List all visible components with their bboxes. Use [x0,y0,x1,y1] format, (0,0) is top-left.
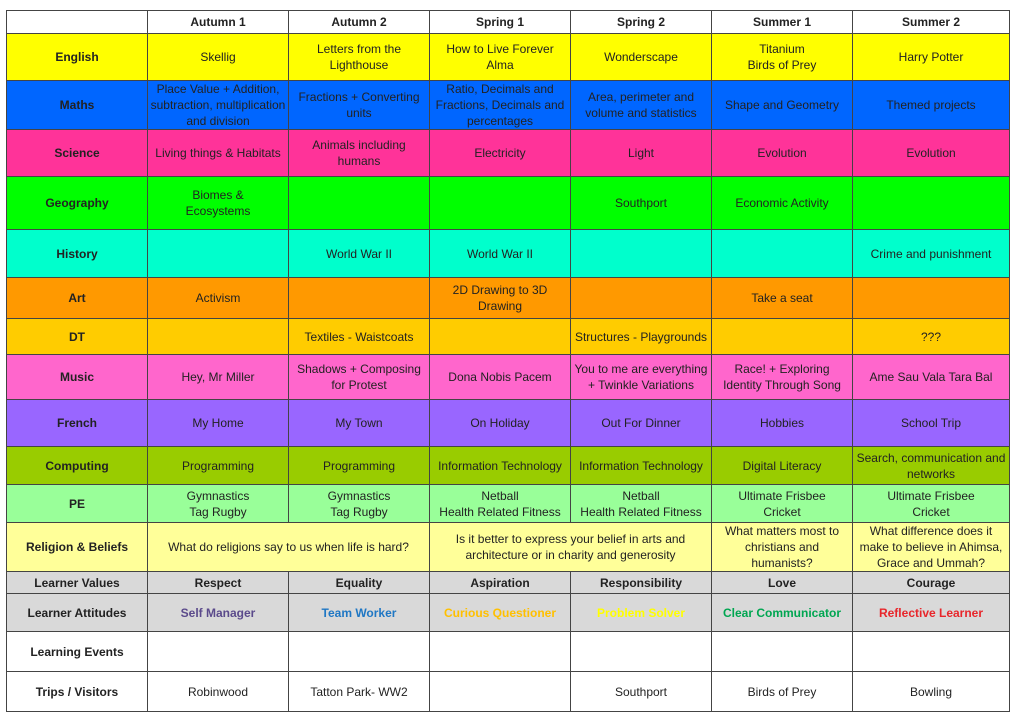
topic-cell: Wonderscape [571,34,712,81]
subject-row-french [7,400,1010,447]
subject-row-history [7,230,1010,278]
term-header: Spring 2 [571,11,712,34]
term-header: Autumn 1 [148,11,289,34]
value-cell: Respect [148,572,289,594]
subject-label: Geography [7,177,148,230]
trips-visitors-row [7,672,1010,712]
subject-row-art [7,278,1010,319]
topic-cell: Out For Dinner [571,400,712,447]
subject-row-music [7,355,1010,400]
value-cell: Courage [853,572,1010,594]
topic-cell [430,177,571,230]
term-header: Summer 1 [712,11,853,34]
topic-cell [571,278,712,319]
topic-cell: Animals including humans [289,130,430,177]
topic-cell: What difference does it make to believe in Ahimsa, Grace and Ummah? [853,523,1010,572]
term-header: Summer 2 [853,11,1010,34]
topic-cell [430,319,571,355]
topic-cell: Shape and Geometry [712,81,853,130]
topic-cell: Themed projects [853,81,1010,130]
attitude-cell: Curious Questioner [430,594,571,632]
value-cell: Love [712,572,853,594]
subject-label: Religion & Beliefs [7,523,148,572]
topic-cell [571,230,712,278]
header-row [7,11,1010,34]
topic-cell-merged: Is it better to express your belief in arts and architecture or in charity and generosity [430,523,712,572]
subject-row-pe [7,485,1010,523]
topic-cell: Evolution [853,130,1010,177]
topic-cell: Ultimate Frisbee Cricket [853,485,1010,523]
topic-cell: Digital Literacy [712,447,853,485]
topic-cell: Titanium Birds of Prey [712,34,853,81]
topic-cell: Light [571,130,712,177]
topic-cell: What matters most to christians and humanists? [712,523,853,572]
topic-cell [853,278,1010,319]
topic-cell: School Trip [853,400,1010,447]
topic-cell: Structures - Playgrounds [571,319,712,355]
topic-cell [148,319,289,355]
topic-cell: Electricity [430,130,571,177]
topic-cell: Netball Health Related Fitness [571,485,712,523]
topic-cell: Ratio, Decimals and Fractions, Decimals and percentages [430,81,571,130]
topic-cell: Economic Activity [712,177,853,230]
topic-cell: Area, perimeter and volume and statistics [571,81,712,130]
subject-label: History [7,230,148,278]
topic-cell: Ultimate Frisbee Cricket [712,485,853,523]
value-cell: Equality [289,572,430,594]
topic-cell [853,177,1010,230]
topic-cell: Harry Potter [853,34,1010,81]
trip-cell [430,672,571,712]
value-cell: Responsibility [571,572,712,594]
event-cell [289,632,430,672]
topic-cell: Information Technology [571,447,712,485]
topic-cell [712,319,853,355]
trip-cell: Bowling [853,672,1010,712]
subject-label: DT [7,319,148,355]
topic-cell: World War II [430,230,571,278]
learning-events-row [7,632,1010,672]
topic-cell: Information Technology [430,447,571,485]
topic-cell: Place Value + Addition, subtraction, multiplication and division [148,81,289,130]
topic-cell: Race! + Exploring Identity Through Song [712,355,853,400]
subject-row-maths [7,81,1010,130]
topic-cell [289,278,430,319]
trip-cell: Birds of Prey [712,672,853,712]
trip-cell: Tatton Park- WW2 [289,672,430,712]
topic-cell: Ame Sau Vala Tara Bal [853,355,1010,400]
subject-label: French [7,400,148,447]
topic-cell: Shadows + Composing for Protest [289,355,430,400]
topic-cell: My Home [148,400,289,447]
corner-cell [7,11,148,34]
topic-cell: Netball Health Related Fitness [430,485,571,523]
topic-cell: Gymnastics Tag Rugby [148,485,289,523]
subject-label: Science [7,130,148,177]
subject-label: English [7,34,148,81]
attitude-cell: Self Manager [148,594,289,632]
event-cell [430,632,571,672]
topic-cell: 2D Drawing to 3D Drawing [430,278,571,319]
topic-cell: Dona Nobis Pacem [430,355,571,400]
topic-cell: ??? [853,319,1010,355]
curriculum-table [6,10,1010,712]
topic-cell: Textiles - Waistcoats [289,319,430,355]
subject-label: Maths [7,81,148,130]
trip-cell: Southport [571,672,712,712]
term-header: Spring 1 [430,11,571,34]
topic-cell [148,230,289,278]
topic-cell: On Holiday [430,400,571,447]
subject-row-geography [7,177,1010,230]
topic-cell: Search, communication and networks [853,447,1010,485]
learner-attitudes-row [7,594,1010,632]
topic-cell: Living things & Habitats [148,130,289,177]
subject-row-english [7,34,1010,81]
term-header: Autumn 2 [289,11,430,34]
topic-cell: World War II [289,230,430,278]
topic-cell: Skellig [148,34,289,81]
learner-values-row [7,572,1010,594]
topic-cell: How to Live Forever Alma [430,34,571,81]
attitude-cell: Problem Solver [571,594,712,632]
event-cell [712,632,853,672]
subject-row-dt [7,319,1010,355]
topic-cell: Gymnastics Tag Rugby [289,485,430,523]
subject-label: Art [7,278,148,319]
topic-cell: Fractions + Converting units [289,81,430,130]
subject-row-science [7,130,1010,177]
topic-cell: My Town [289,400,430,447]
subject-row-computing [7,447,1010,485]
topic-cell: Programming [148,447,289,485]
event-cell [571,632,712,672]
topic-cell-merged: What do religions say to us when life is hard? [148,523,430,572]
row-label: Trips / Visitors [7,672,148,712]
event-cell [853,632,1010,672]
attitude-cell: Team Worker [289,594,430,632]
attitude-cell: Reflective Learner [853,594,1010,632]
event-cell [148,632,289,672]
topic-cell: Hobbies [712,400,853,447]
value-cell: Aspiration [430,572,571,594]
row-label: Learner Values [7,572,148,594]
trip-cell: Robinwood [148,672,289,712]
topic-cell: Crime and punishment [853,230,1010,278]
topic-cell: Biomes & Ecosystems [148,177,289,230]
topic-cell [712,230,853,278]
topic-cell: Programming [289,447,430,485]
topic-cell [289,177,430,230]
topic-cell: You to me are everything + Twinkle Variations [571,355,712,400]
topic-cell: Letters from the Lighthouse [289,34,430,81]
topic-cell: Hey, Mr Miller [148,355,289,400]
topic-cell: Activism [148,278,289,319]
topic-cell: Evolution [712,130,853,177]
subject-label: PE [7,485,148,523]
row-label: Learning Events [7,632,148,672]
subject-label: Music [7,355,148,400]
topic-cell: Southport [571,177,712,230]
row-label: Learner Attitudes [7,594,148,632]
topic-cell: Take a seat [712,278,853,319]
subject-label: Computing [7,447,148,485]
attitude-cell: Clear Communicator [712,594,853,632]
subject-row-religion [7,523,1010,572]
